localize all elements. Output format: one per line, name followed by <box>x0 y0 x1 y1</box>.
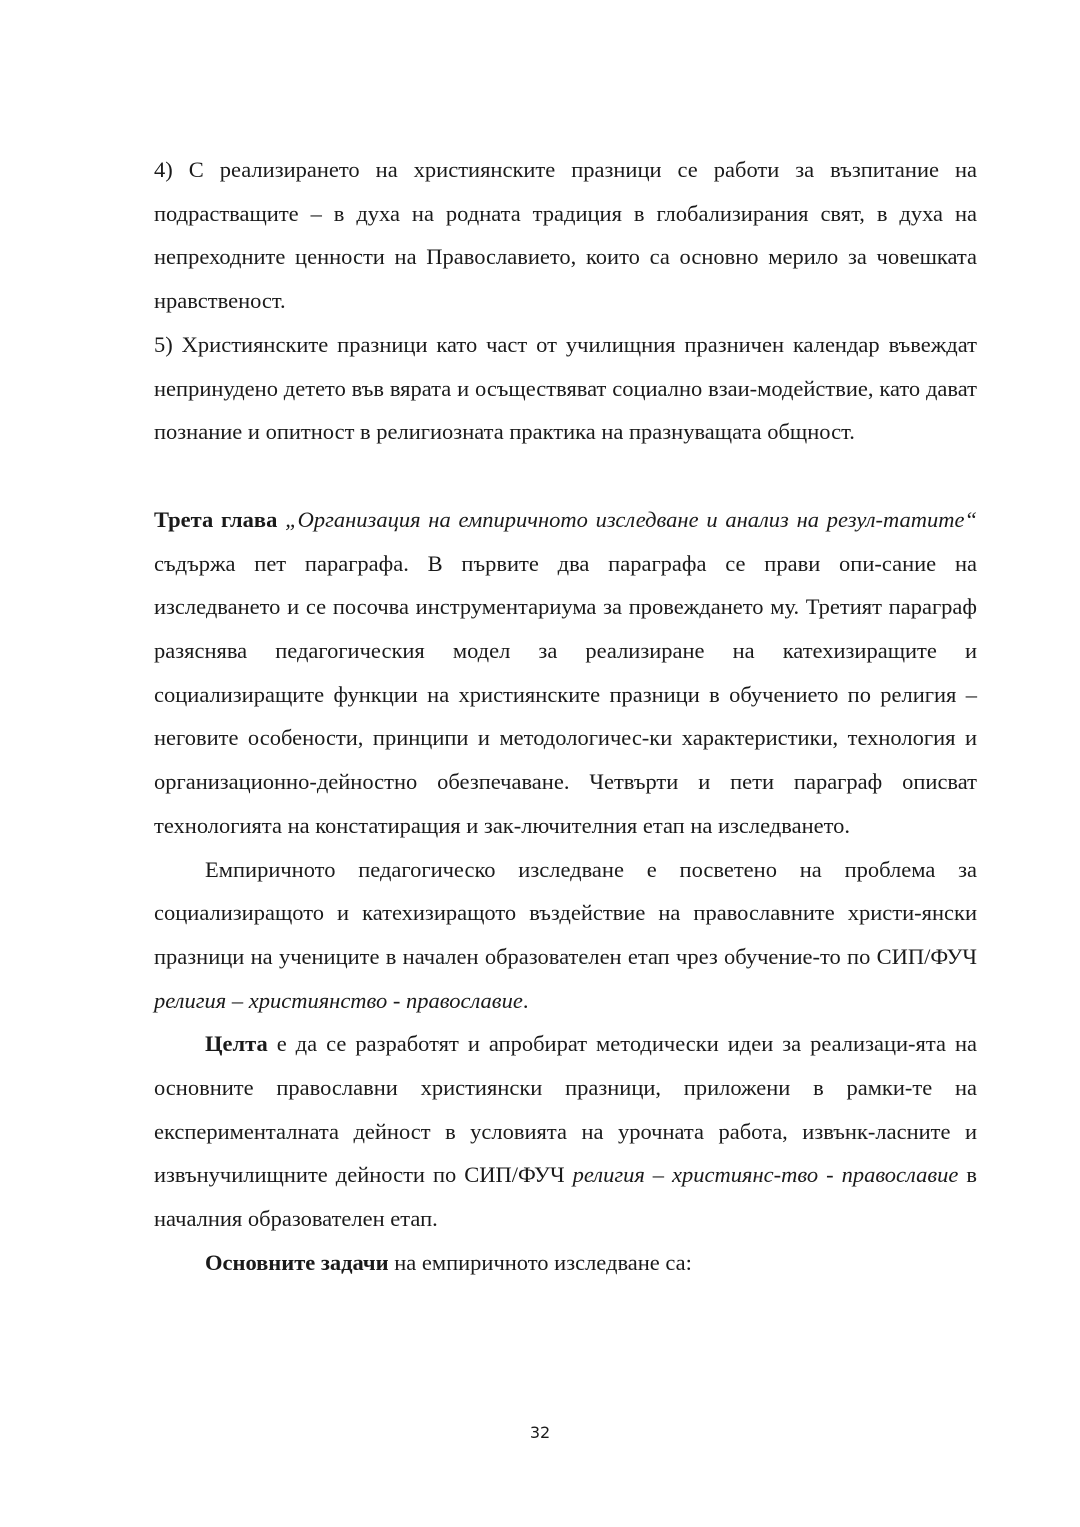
tasks-text: на емпиричното изследване са: <box>388 1249 692 1275</box>
chapter-label: Трета глава <box>154 506 278 532</box>
goal-label: Целта <box>205 1031 268 1057</box>
goal-end: в началния образователен етап. <box>154 1162 977 1232</box>
tasks-label: Основните задачи <box>205 1249 389 1275</box>
tasks-paragraph <box>154 1241 977 1285</box>
empirical-research-paragraph <box>154 848 977 1023</box>
chapter-description: съдържа пет параграфа. В първите два параграфа се прави опи-сание на изследването и се посочва инструментариума за провеждането му. Третият параграф разяснява педагогическия модел за реализиране на катехизиращите и социализиращите функции на християнските празници в обучението по религия – неговите особености, принципи и методологичес-ки характеристики, технология и организационно-дейностно обезпечаване. Четвърти и пети параграф описват технологията на констатиращия и зак-лючителния етап на изследването. <box>154 550 977 838</box>
goal-text: е да се разработят и апробират методически идеи за реализаци-ята на основните православни християнски празници, приложени в рамки-те на експерименталната дейност в условията на урочната работа, извънк-ласните и извънучилищните дейности по СИП/ФУЧ <box>154 1031 977 1188</box>
body-text <box>154 148 977 1285</box>
empirical-text: Емпиричното педагогическо изследване е посветено на проблема за социализиращото и катехизиращото въздействие на православните христи-янски празници на учениците в начален образователен етап чрез обучение-то по СИП/ФУЧ <box>154 856 977 969</box>
page-number: 32 <box>529 1423 551 1442</box>
list-item-4: 4) С реализирането на християнските празници се работи за възпитание на подрастващите – в духа на родната традиция в глобализирания свят, в духа на непреходните ценности на Православието, които са основно мерило за човешката нравственост. <box>154 157 977 314</box>
goal-paragraph <box>154 1022 977 1241</box>
paragraph-spacer <box>154 454 977 498</box>
empirical-subject: религия – християнство - православие <box>154 987 523 1013</box>
chapter-title: „Организация на емпиричното изследване и анализ на резул-татите“ <box>285 506 978 532</box>
chapter-three-paragraph <box>154 498 977 848</box>
goal-subject: религия – християнс-тво - православие <box>572 1162 959 1188</box>
list-item-5: 5) Християнските празници като част от училищния празничен календар въвеждат непринудено детето във вярата и осъществяват социално взаи-модействие, като дават познание и опитност в религиозната практика на празнуващата общност. <box>154 331 977 445</box>
empirical-end: . <box>522 987 529 1013</box>
